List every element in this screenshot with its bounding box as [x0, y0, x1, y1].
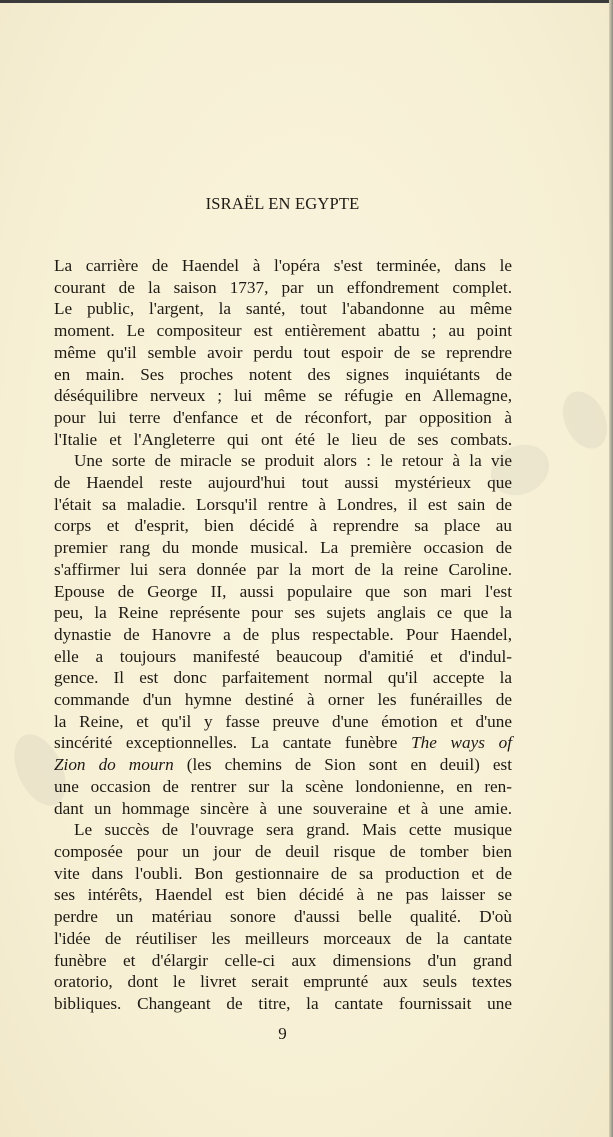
text-line — [54, 581, 512, 603]
line-text: l'Italie et l'Angleterre qui ont été le lieu de ses combats. — [54, 429, 512, 449]
text-line — [54, 559, 512, 581]
line-text: funèbre et d'élargir celle-ci aux dimensions d'un grand — [54, 950, 512, 970]
text-line — [54, 841, 512, 863]
text-line — [54, 776, 512, 798]
text-line — [54, 429, 512, 451]
text-line — [54, 819, 512, 841]
line-text: s'affirmer lui sera donnée par la mort de la reine Caroline. — [54, 559, 512, 579]
line-text: ses intérêts, Haendel est bien décidé à ne pas laisser se — [54, 885, 512, 905]
text-line — [54, 277, 512, 299]
line-text: peu, la Reine représente pour ses sujets anglais ce que la — [54, 603, 512, 623]
text-line — [54, 450, 512, 472]
line-text: commande d'un hymne destiné à orner les funérailles de — [54, 690, 512, 710]
text-line — [54, 494, 512, 516]
line-text: moment. Le compositeur est entièrement abattu ; au point — [54, 321, 512, 341]
text-line — [54, 515, 512, 537]
line-text: composée pour un jour de deuil risque de tomber bien — [54, 841, 512, 861]
text-line — [54, 320, 512, 342]
line-text: gence. Il est donc parfaitement normal qu'il accepte la — [54, 668, 512, 688]
text-line — [54, 950, 512, 972]
text-line — [54, 928, 512, 950]
line-text: une occasion de rentrer sur la scène londonienne, en ren- — [54, 776, 512, 796]
chapter-title: ISRAËL EN EGYPTE — [205, 194, 360, 213]
body-text — [54, 255, 512, 1015]
text-line — [54, 298, 512, 320]
text-line — [54, 407, 512, 429]
text-line — [54, 602, 512, 624]
italic-title: The ways of — [411, 733, 512, 753]
text-line — [54, 624, 512, 646]
text-line — [54, 906, 512, 928]
text-line — [54, 667, 512, 689]
text-line — [54, 884, 512, 906]
line-text: Une sorte de miracle se produit alors : le retour à la vie — [74, 451, 512, 471]
text-line — [54, 472, 512, 494]
line-text: dant un hommage sincère à une souveraine et à une amie. — [54, 798, 512, 818]
watermark-glyphs: ​ — [119, 881, 156, 950]
line-text: de Haendel reste aujourd'hui tout aussi mystérieux que — [54, 473, 512, 493]
line-text: oratorio, dont le livret serait emprunté aux seuls textes — [54, 972, 512, 992]
text-line — [54, 754, 512, 776]
text-line — [54, 537, 512, 559]
text-line — [54, 863, 512, 885]
text-line — [54, 364, 512, 386]
line-text: Epouse de George II, aussi populaire que son mari l'est — [54, 581, 512, 601]
line-text: elle a toujours manifesté beaucoup d'amitié et d'indul- — [54, 646, 512, 666]
line-text: dynastie de Hanovre a de plus respectable. Pour Haendel, — [54, 624, 512, 644]
text-line — [54, 255, 512, 277]
line-text: (les chemins de Sion sont en deuil) est — [173, 755, 512, 775]
text-line — [54, 732, 512, 754]
line-text: courant de la saison 1737, par un effondrement complet. — [54, 277, 512, 297]
watermark-smudge-edge — [554, 384, 613, 455]
line-text: en main. Ses proches notent des signes inquiétants de — [54, 364, 512, 384]
text-line — [54, 993, 512, 1015]
line-text: bibliques. Changeant de titre, la cantate fournissait une — [54, 993, 512, 1013]
page-number: 9 — [278, 1024, 287, 1043]
line-text: même qu'il semble avoir perdu tout espoir de se reprendre — [54, 342, 512, 362]
italic-title: Zion do mourn — [54, 755, 174, 775]
line-text: premier rang du monde musical. La première occasion de — [54, 538, 512, 558]
text-line — [54, 971, 512, 993]
line-text: corps et d'esprit, bien décidé à reprendre sa place au — [54, 516, 512, 536]
line-text: vite dans l'oubli. Bon gestionnaire de sa production et de — [54, 863, 512, 883]
text-line — [54, 689, 512, 711]
line-text: Le succès de l'ouvrage sera grand. Mais cette musique — [74, 820, 512, 840]
line-text: perdre un matériau sonore d'aussi belle qualité. D'où — [54, 907, 512, 927]
line-text: La carrière de Haendel à l'opéra s'est terminée, dans le — [54, 256, 512, 275]
scan-right-edge — [609, 0, 613, 1137]
line-text: Le public, l'argent, la santé, tout l'abandonne au même — [54, 299, 512, 319]
text-line — [54, 711, 512, 733]
line-text: pour lui terre d'enfance et de réconfort, par opposition à — [54, 407, 512, 427]
line-text: déséquilibre nerveux ; lui même se réfugie en Allemagne, — [54, 386, 512, 406]
line-text: l'était sa maladie. Lorsqu'il rentre à Londres, il est sain de — [54, 494, 512, 514]
line-text: l'idée de réutiliser les meilleurs morceaux de la cantate — [54, 928, 512, 948]
scan-top-edge — [0, 0, 613, 3]
text-line — [54, 646, 512, 668]
text-line — [54, 385, 512, 407]
line-text: la Reine, et qu'il y fasse preuve d'une émotion et d'une — [54, 711, 512, 731]
text-line — [54, 798, 512, 820]
line-text: sincérité exceptionnelles. La cantate funèbre — [54, 733, 412, 753]
text-line — [54, 342, 512, 364]
